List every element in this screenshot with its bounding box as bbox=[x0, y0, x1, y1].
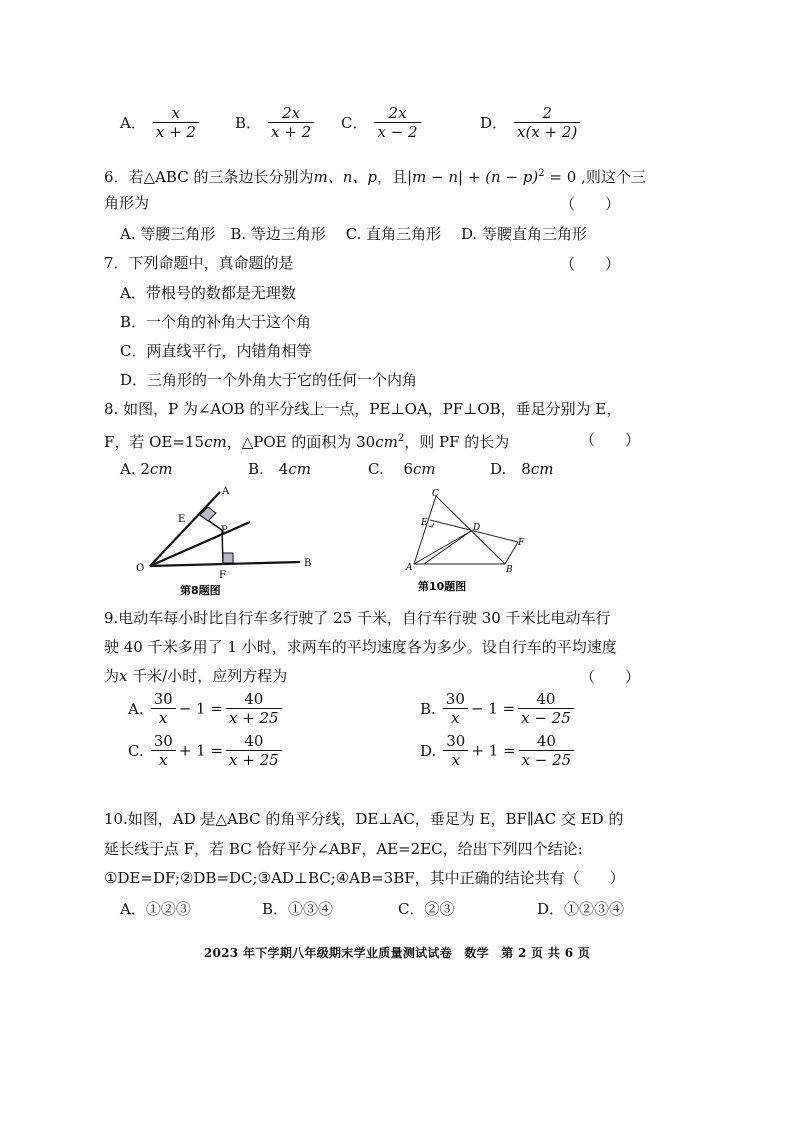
q7-option-d: D．三角形的一个外角大于它的任何一个内角 bbox=[120, 371, 418, 389]
q9-stem-line3: 为x 千米/小时，应列方程为 bbox=[104, 667, 288, 685]
q8-option-b: B. 4cm bbox=[248, 460, 311, 478]
q7-stem: 7．下列命题中，真命题的是 bbox=[104, 254, 294, 272]
q9-option-d: D. $\frac{30}{x}$ + 1 = $\frac{40}{x - 25}$ bbox=[420, 732, 577, 769]
fig10-caption: 第10题图 bbox=[418, 580, 467, 593]
q9-option-b-right-fraction: $\frac{40}{x - 25}$ bbox=[518, 690, 574, 727]
q5-option-a: A． $\frac{x}{x + 2}$ bbox=[120, 104, 202, 141]
q6-stem-line2: 角形为 bbox=[104, 194, 150, 212]
q8-option-d: D. 8cm bbox=[490, 460, 554, 478]
q6-stem-line1: 6．若△ABC 的三条边长分别为m、n、p，且$|m - n| + (n - p)^2 = 0$ ,则这个三 bbox=[104, 168, 646, 186]
q8-stem-line2: F，若 OE=15cm，△POE 的面积为 $30cm^2$，则 PF 的长为 bbox=[104, 433, 510, 451]
figure-8-diagram bbox=[128, 484, 328, 600]
segment-bf bbox=[505, 542, 518, 564]
q9-stem-line1: 9.电动车每小时比自行车多行驶了 25 千米，自行车行驶 30 千米比电动车行 bbox=[104, 609, 611, 627]
fig10-label-e: E bbox=[421, 518, 428, 528]
q8-option-a: A. 2cm bbox=[120, 460, 173, 478]
segment-ac bbox=[414, 496, 436, 564]
fig10-label-d: D bbox=[473, 523, 481, 533]
figure-10-diagram bbox=[402, 488, 532, 600]
q9-option-a-right-fraction: $\frac{40}{x + 25}$ bbox=[226, 690, 282, 727]
q8-option-c: C. 6cm bbox=[368, 460, 436, 478]
q10-option-b: B．①③④ bbox=[262, 900, 334, 918]
q7-option-a: A．带根号的数都是无理数 bbox=[120, 284, 296, 302]
ray-op-bisector bbox=[150, 522, 250, 566]
q9-option-d-right-fraction: $\frac{40}{x - 25}$ bbox=[519, 732, 575, 769]
q7-option-c: C．两直线平行，内错角相等 bbox=[120, 342, 312, 360]
q10-stem-line2: 延长线于点 F，若 BC 恰好平分∠ABF，AE=2EC，给出下列四个结论: bbox=[104, 840, 583, 858]
q9-option-a-left-fraction: $\frac{30}{x}$ bbox=[151, 690, 176, 727]
q6-answer-paren: （ ） bbox=[560, 195, 621, 213]
q5-option-d: D． $\frac{2}{x(x + 2)}$ bbox=[480, 104, 583, 141]
q5-option-b: B． $\frac{2x}{x + 2}$ bbox=[235, 104, 317, 141]
q5-option-c-fraction: $\frac{2x}{x - 2}$ bbox=[374, 104, 420, 141]
q8-answer-paren: （ ） bbox=[580, 431, 641, 449]
q9-option-a: A. $\frac{30}{x}$ − 1 = $\frac{40}{x + 25}$ bbox=[128, 690, 285, 727]
fig10-label-c: C bbox=[432, 489, 439, 499]
q9-option-c: C. $\frac{30}{x}$ + 1 = $\frac{40}{x + 25}$ bbox=[128, 732, 285, 769]
q5-option-d-fraction: $\frac{2}{x(x + 2)}$ bbox=[514, 104, 580, 141]
q9-option-b-left-fraction: $\frac{30}{x}$ bbox=[443, 690, 468, 727]
q5-option-a-fraction: $\frac{x}{x + 2}$ bbox=[153, 104, 199, 141]
fig10-label-a: A bbox=[406, 563, 413, 573]
fig10-label-b: B bbox=[506, 565, 513, 575]
fig8-label-o: O bbox=[136, 563, 145, 574]
q9-answer-paren: （ ） bbox=[580, 668, 641, 686]
q5-option-b-fraction: $\frac{2x}{x + 2}$ bbox=[268, 104, 314, 141]
fig8-label-b: B bbox=[304, 558, 312, 569]
q10-option-a: A．①②③ bbox=[120, 900, 191, 918]
q9-option-d-left-fraction: $\frac{30}{x}$ bbox=[443, 732, 468, 769]
right-angle-mark-f bbox=[223, 553, 233, 563]
q10-option-c: C．②③ bbox=[398, 900, 455, 918]
q7-answer-paren: （ ） bbox=[560, 255, 621, 273]
q8-stem-line1: 8. 如图，P 为∠AOB 的平分线上一点，PE⊥OA，PF⊥OB，垂足分别为 E， bbox=[104, 400, 622, 418]
q5-option-c: C． $\frac{2x}{x - 2}$ bbox=[341, 104, 424, 141]
q10-option-d: D．①②③④ bbox=[537, 900, 625, 918]
q10-stem-line3: ①DE=DF;②DB=DC;③AD⊥BC;④AB=3BF，其中正确的结论共有（ ） bbox=[104, 869, 625, 887]
q7-option-b: B．一个角的补角大于这个角 bbox=[120, 313, 312, 331]
ray-oa bbox=[150, 492, 220, 566]
fig8-caption: 第8题图 bbox=[180, 584, 221, 597]
q6-options: A. 等腰三角形 B. 等边三角形 C. 直角三角形 D. 等腰直角三角形 bbox=[120, 225, 587, 243]
q9-option-b: B. $\frac{30}{x}$ − 1 = $\frac{40}{x - 25}$ bbox=[420, 690, 577, 727]
fig8-label-a: A bbox=[222, 486, 230, 497]
segment-auxiliary bbox=[424, 531, 471, 564]
right-angle-mark-e bbox=[428, 523, 434, 527]
fig8-label-p: P bbox=[221, 525, 228, 536]
fig8-label-e: E bbox=[178, 514, 186, 525]
fig8-label-f: F bbox=[219, 570, 226, 581]
q9-stem-line2: 驶 40 千米多用了 1 小时，求两车的平均速度各为多少。设自行车的平均速度 bbox=[104, 638, 617, 656]
q10-stem-line1: 10.如图，AD 是△ABC 的角平分线，DE⊥AC，垂足为 E，BF∥AC 交 ED 的 bbox=[104, 810, 624, 828]
q9-option-c-left-fraction: $\frac{30}{x}$ bbox=[151, 732, 176, 769]
fig10-label-f: F bbox=[518, 538, 525, 548]
page-footer: 2023 年下学期八年级期末学业质量测试试卷 数学 第 2 页 共 6 页 bbox=[203, 946, 591, 960]
q9-option-c-right-fraction: $\frac{40}{x + 25}$ bbox=[226, 732, 282, 769]
